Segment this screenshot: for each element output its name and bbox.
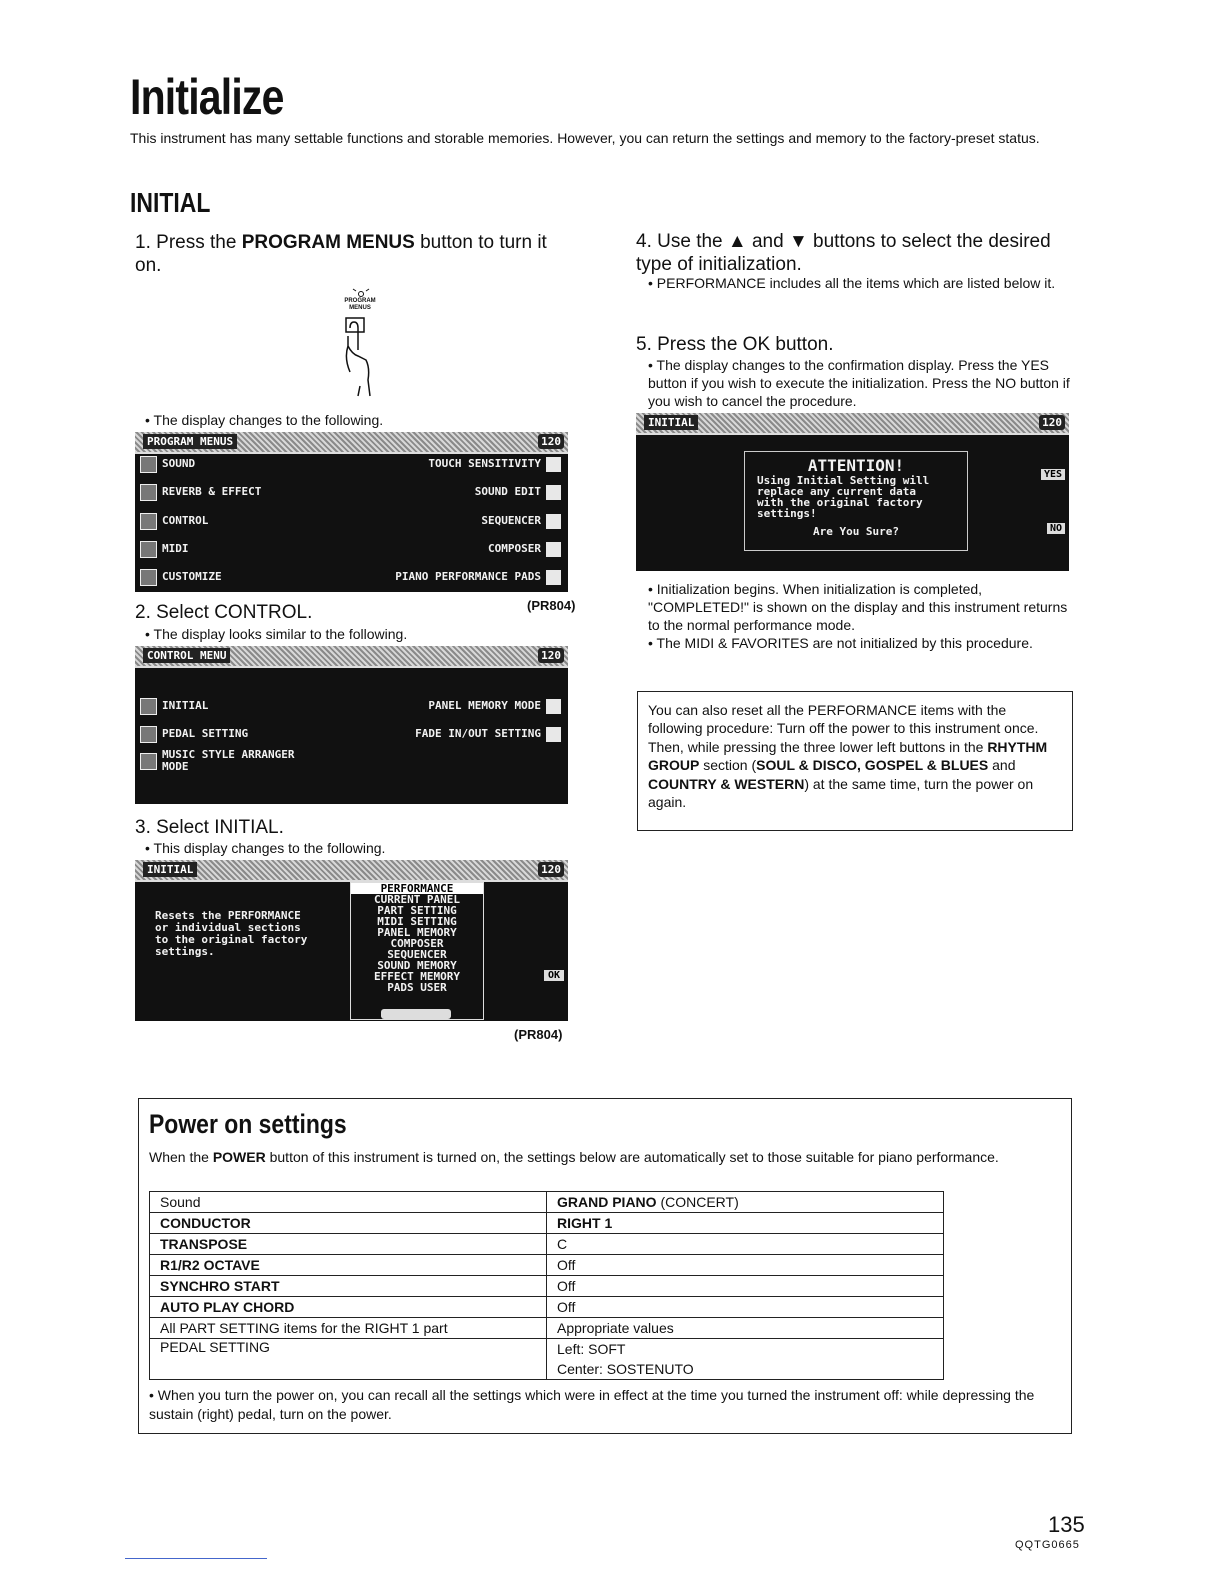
menu-control-label: CONTROL (162, 514, 209, 527)
lcd-initial (135, 860, 568, 1021)
power-intro-a: When the (149, 1149, 213, 1165)
setting-value-text: Off (557, 1299, 576, 1315)
pads-icon (546, 570, 561, 585)
menu-piano-pads[interactable] (395, 567, 566, 587)
init-item-performance[interactable]: PERFORMANCE (351, 883, 483, 894)
table-row (150, 1234, 944, 1255)
menu-pedal-setting[interactable] (135, 724, 248, 744)
setting-value-text: Off (557, 1278, 576, 1294)
init-item-panel-memory[interactable]: PANEL MEMORY (377, 926, 457, 939)
customize-icon (140, 569, 157, 586)
setting-name: SYNCHRO START (150, 1276, 547, 1297)
attention-line: settings! (757, 507, 817, 520)
initial-description (155, 910, 307, 958)
menu-midi[interactable] (135, 539, 189, 559)
program-menus-button-label: PROGRAM MENUS (344, 298, 376, 311)
step-1-text-c: button to turn it on. (135, 232, 547, 276)
init-item-sequencer[interactable]: SEQUENCER (387, 948, 447, 961)
pedal-icon (140, 726, 157, 743)
setting-value-text: Center: SOSTENUTO (557, 1361, 694, 1377)
setting-value-text: Off (557, 1257, 576, 1273)
menu-customize[interactable] (135, 567, 222, 587)
desc-line: or individual sections (155, 921, 301, 934)
document-code: QQTG0665 (1015, 1539, 1080, 1551)
panel-memory-icon (546, 699, 561, 714)
setting-value (547, 1276, 944, 1297)
menu-piano-pads-label: PIANO PERFORMANCE PADS (395, 570, 541, 583)
init-item-midi-setting[interactable]: MIDI SETTING (377, 915, 457, 928)
menu-fade-label: FADE IN/OUT SETTING (415, 727, 541, 740)
setting-value-bold: GRAND PIANO (557, 1194, 657, 1210)
attention-message (745, 475, 967, 519)
step-4: 4. Use the ▲ and ▼ buttons to select the desired type of initialization. (636, 231, 1051, 275)
lcd-title-bar (636, 413, 1069, 435)
lcd-title-bar (135, 646, 568, 668)
fade-icon (546, 727, 561, 742)
attention-heading: ATTENTION! (807, 456, 905, 475)
sequencer-icon (546, 514, 561, 529)
setting-value (547, 1234, 944, 1255)
menu-composer-label: COMPOSER (488, 542, 541, 555)
step-1-number: 1. (135, 232, 151, 253)
init-item-effect-memory[interactable]: EFFECT MEMORY (373, 970, 461, 983)
control-icon (140, 513, 157, 530)
menu-panel-memory-label: PANEL MEMORY MODE (428, 699, 541, 712)
step-1-text-b: PROGRAM MENUS (241, 232, 415, 253)
step-2: 2. Select CONTROL. (135, 602, 313, 623)
caption-pr804-2: (PR804) (514, 1027, 563, 1042)
note-text-g: ) at the same time, turn the power on again. (648, 775, 1034, 811)
step-1-text-a: Press the (156, 232, 242, 253)
step-5-bullet: • The display changes to the confirmation display. Press the YES button if you wish to execute the initialization. Press the NO button if you wish to cancel the procedure. (648, 357, 1070, 409)
menu-sound[interactable] (135, 454, 195, 474)
setting-value-text: Left: SOFT (557, 1341, 626, 1357)
note-text-e: and (988, 757, 1016, 774)
setting-name: TRANSPOSE (150, 1234, 547, 1255)
menu-touch-sensitivity[interactable] (428, 454, 566, 474)
setting-name: PEDAL SETTING (150, 1339, 547, 1380)
menu-control[interactable] (135, 511, 208, 531)
lcd-confirm (636, 413, 1069, 571)
table-row (150, 1339, 944, 1380)
note-text-a: You can also reset all the PERFORMANCE items with the following procedure: Turn off the power to this instrument once. Then, while pressing the three lower left buttons in the (648, 702, 1039, 755)
attention-question: Are You Sure? (812, 525, 900, 538)
table-row (150, 1213, 944, 1234)
lcd-tempo: 120 (538, 434, 564, 449)
table-row (150, 1318, 944, 1339)
menu-midi-label: MIDI (162, 542, 189, 555)
attention-line: replace any current data (757, 485, 916, 498)
menu-msa-label-2: MODE (162, 760, 189, 773)
attention-dialog (744, 451, 968, 551)
setting-name: All PART SETTING items for the RIGHT 1 part (150, 1318, 547, 1339)
note-text-b: RHYTHM GROUP (648, 738, 1048, 774)
power-intro-b: POWER (212, 1149, 266, 1165)
step-1-bullet: • The display changes to the following. (145, 412, 384, 428)
menu-reverb-label: REVERB & EFFECT (162, 485, 262, 498)
menu-initial[interactable] (135, 696, 208, 716)
setting-value (547, 1192, 944, 1213)
lcd-tempo: 120 (538, 862, 564, 877)
section-heading-initial: INITIAL (130, 187, 211, 218)
menu-initial-label: INITIAL (162, 699, 209, 712)
setting-value-text: C (557, 1236, 568, 1252)
table-row (150, 1297, 944, 1318)
menu-msa-label-1: MUSIC STYLE ARRANGER (162, 748, 295, 761)
sound-icon (140, 456, 157, 473)
lcd-title: INITIAL (644, 415, 698, 430)
attention-line: Using Initial Setting will (757, 474, 930, 487)
desc-line: Resets the PERFORMANCE (155, 909, 301, 922)
step-3-bullet: • This display changes to the following. (145, 840, 386, 856)
menu-customize-label: CUSTOMIZE (162, 570, 222, 583)
initial-icon (140, 698, 157, 715)
setting-value-text: Appropriate values (557, 1320, 674, 1336)
menu-pedal-label: PEDAL SETTING (162, 727, 249, 740)
music-style-icon (140, 753, 157, 770)
setting-value-bold: RIGHT 1 (557, 1215, 613, 1231)
reverb-icon (140, 484, 157, 501)
initial-type-list[interactable] (350, 882, 484, 1020)
note-text-d: SOUL & DISCO, GOSPEL & BLUES (756, 757, 989, 774)
setting-name: Sound (150, 1192, 547, 1213)
lcd-program-menus (135, 432, 568, 592)
lcd-title-bar (135, 860, 568, 882)
menu-fade-in-out[interactable] (415, 724, 566, 744)
menu-sequencer-label: SEQUENCER (481, 514, 541, 527)
no-button[interactable]: NO (1047, 523, 1065, 534)
program-menus-button-illustration (330, 288, 390, 400)
step-5: 5. Press the OK button. (636, 334, 834, 355)
step-1 (135, 231, 575, 277)
init-item-part-setting[interactable]: PART SETTING (377, 904, 457, 917)
init-item-sound-memory[interactable]: SOUND MEMORY (377, 959, 457, 972)
lcd-tempo: 120 (1039, 415, 1065, 430)
power-on-intro (149, 1147, 1061, 1167)
init-item-pads-user[interactable]: PADS USER (387, 981, 447, 994)
sound-edit-icon (546, 485, 561, 500)
power-on-settings-box (138, 1098, 1072, 1434)
power-intro-c: button of this instrument is turned on, the settings below are automatically set to those suitable for piano performance. (265, 1149, 999, 1165)
scroll-indicator[interactable] (381, 1009, 451, 1019)
init-item-composer[interactable]: COMPOSER (390, 937, 444, 950)
page-number: 135 (1048, 1512, 1085, 1537)
power-on-settings-table (149, 1191, 944, 1380)
step-4-bullet: • PERFORMANCE includes all the items which are listed below it. (648, 275, 1056, 291)
step-5-bullet-3: • The MIDI & FAVORITES are not initialized by this procedure. (648, 635, 1033, 651)
init-item-current-panel[interactable]: CURRENT PANEL (373, 893, 461, 906)
menu-composer[interactable] (488, 539, 566, 559)
lcd-title-bar (135, 432, 568, 454)
setting-name: AUTO PLAY CHORD (150, 1297, 547, 1318)
setting-value (547, 1318, 944, 1339)
yes-button[interactable]: YES (1041, 469, 1065, 480)
menu-panel-memory-mode[interactable] (428, 696, 566, 716)
menu-music-style-arranger[interactable] (135, 749, 294, 777)
reset-note-box (637, 691, 1073, 831)
lcd-control-menu (135, 646, 568, 804)
setting-value (547, 1255, 944, 1276)
setting-value-text: (CONCERT) (656, 1194, 739, 1210)
setting-name: R1/R2 OCTAVE (150, 1255, 547, 1276)
menu-sound-edit[interactable] (475, 482, 566, 502)
power-on-heading: Power on settings (149, 1109, 347, 1139)
setting-value (547, 1339, 944, 1380)
attention-line: with the original factory (757, 496, 923, 509)
table-row (150, 1255, 944, 1276)
menu-touch-label: TOUCH SENSITIVITY (428, 457, 541, 470)
table-row (150, 1192, 944, 1213)
desc-line: settings. (155, 945, 215, 958)
footer-rule (125, 1558, 267, 1559)
setting-value (547, 1297, 944, 1318)
note-text-f: COUNTRY & WESTERN (648, 775, 805, 792)
menu-sequencer[interactable] (481, 511, 566, 531)
menu-sound-edit-label: SOUND EDIT (474, 485, 541, 498)
menu-sound-label: SOUND (162, 457, 196, 470)
midi-icon (140, 541, 157, 558)
note-text-c: section ( (699, 757, 757, 774)
setting-value (547, 1213, 944, 1234)
intro-text: This instrument has many settable functions and storable memories. However, you can return the settings and memory to the factory-preset status. (130, 130, 1040, 146)
page-title: Initialize (130, 69, 284, 125)
table-row (150, 1276, 944, 1297)
lcd-tempo: 120 (538, 648, 564, 663)
composer-icon (546, 542, 561, 557)
setting-name: CONDUCTOR (150, 1213, 547, 1234)
caption-pr804-1: (PR804) (527, 598, 576, 613)
desc-line: to the original factory (155, 933, 308, 946)
ok-button[interactable]: OK (544, 970, 564, 981)
lcd-title: INITIAL (143, 862, 197, 877)
step-5-bullet-2: • Initialization begins. When initialization is completed, "COMPLETED!" is shown on the display and this instrument returns to the normal performance mode. (648, 581, 1068, 633)
touch-icon (546, 457, 561, 472)
lcd-title: CONTROL MENU (143, 648, 230, 663)
step-2-bullet: • The display looks similar to the following. (145, 626, 408, 642)
step-3: 3. Select INITIAL. (135, 817, 284, 838)
menu-reverb-effect[interactable] (135, 482, 261, 502)
power-on-note: • When you turn the power on, you can recall all the settings which were in effect at the time you turned the instrument off: while depressing the sustain (right) pedal, turn on the power. (149, 1387, 1035, 1422)
lcd-title: PROGRAM MENUS (143, 434, 237, 449)
